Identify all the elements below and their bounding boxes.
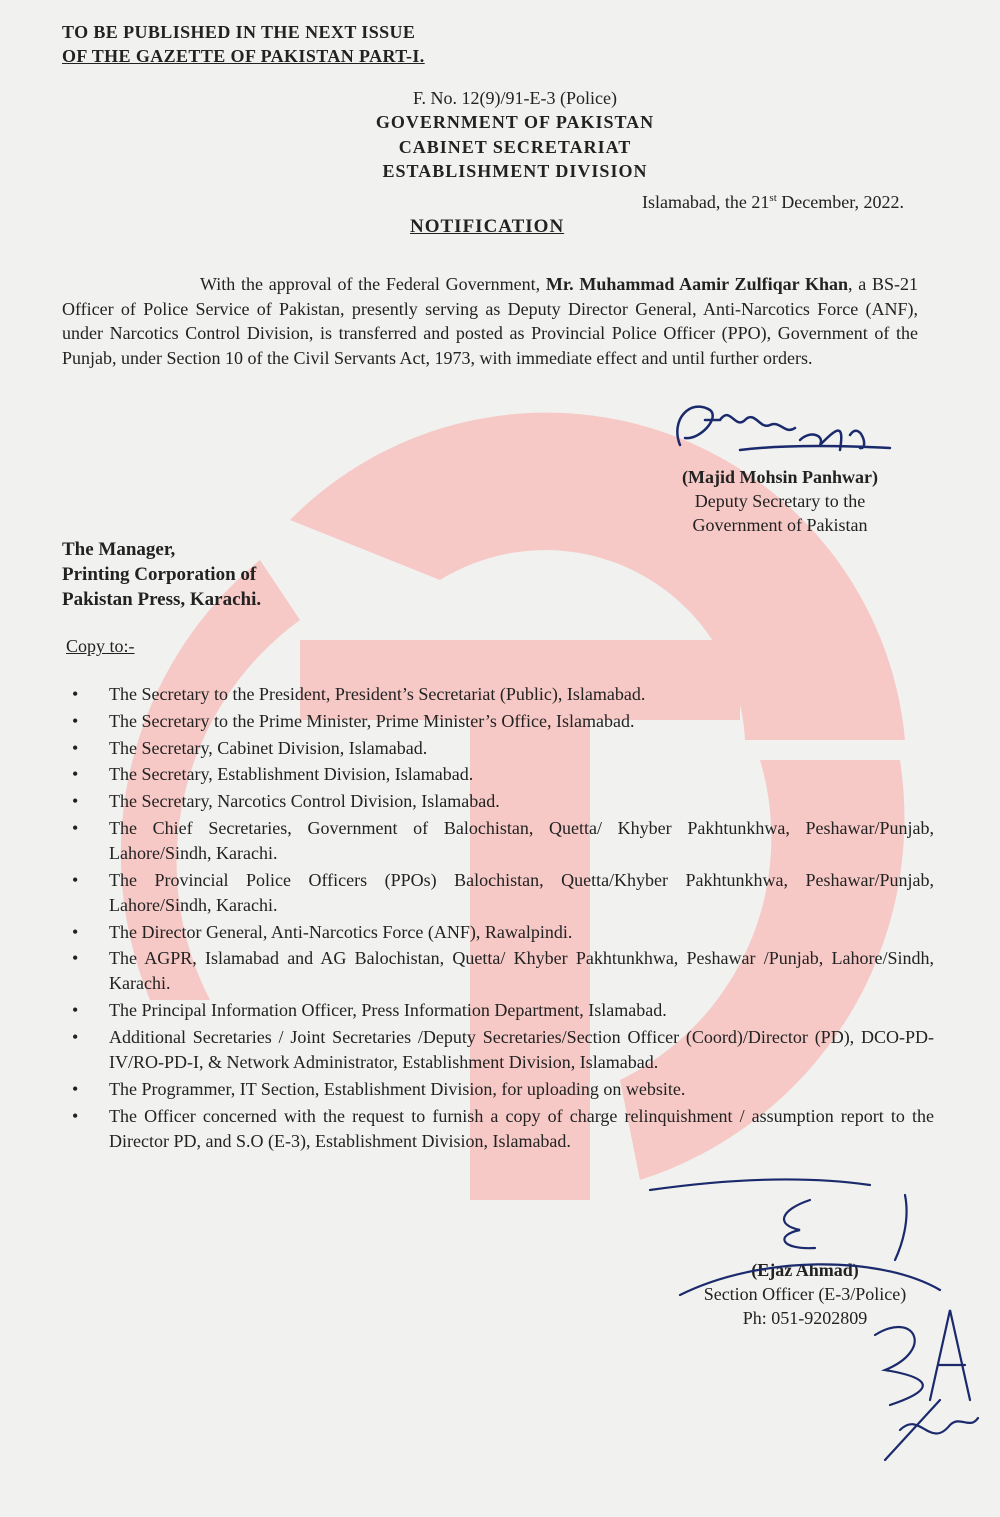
bullet-icon: • [72, 921, 79, 942]
government-heading: GOVERNMENT OF PAKISTAN [375, 112, 655, 132]
bullet-icon: • [72, 1078, 79, 1099]
copy-to-item: • The Secretary, Narcotics Control Division, Islamabad. [62, 789, 934, 814]
copy-to-item: • The Provincial Police Officers (PPOs) Balochistan, Quetta/Khyber Pakhtunkhwa, Peshawar/Punjab, Lahore/Sindh, Karachi. [72, 869, 934, 915]
bullet-icon: • [72, 1000, 79, 1021]
date-prefix: Islamabad, the 21 [641, 192, 770, 212]
notification-body [62, 272, 918, 370]
addressee-line1: The Manager, [62, 539, 176, 560]
file-number: F. No. 12(9)/91-E-3 (Police) [412, 88, 618, 108]
signature-2 [640, 1160, 980, 1490]
notification-text-before: With the approval of the Federal Government, [200, 274, 546, 294]
notification-title: NOTIFICATION [410, 216, 565, 237]
bullet-icon: • [72, 684, 79, 704]
signatory-designation-line1: Deputy Secretary to the [694, 491, 866, 511]
division-heading: ESTABLISHMENT DIVISION [382, 161, 648, 181]
copy-to-item: • The Officer concerned with the request to furnish a copy of charge relinquishment / assumption report to the Director PD, and S.O (E-3), Establishment Division, Islamabad. [72, 1105, 934, 1151]
copy-to-item: • The Secretary to the Prime Minister, Prime Minister’s Office, Islamabad. [62, 709, 934, 734]
publication-header-line2: OF THE GAZETTE OF PAKISTAN PART-I. [62, 46, 425, 66]
copy-to-item: • Additional Secretaries / Joint Secretaries /Deputy Secretaries/Section Officer (Coord)/Director (PD), DCO-PD-IV/RO-PD-I, & Network Administrator, Establishment Division, Islamabad. [72, 1026, 934, 1072]
copy-to-label: Copy to:- [66, 636, 135, 656]
notification-text-after: , a BS-21 Officer of Police Service of Pakistan, presently serving as Deputy Director General, Anti-Narcotics Force (ANF), under Narcotics Control Division, is transferred and posted as Provincial Police Officer (PPO), Government of the Punjab, under Section 10 of the Civil Servants Act, 1973, with immediate effect and until further orders. [62, 274, 918, 368]
officer-name: Mr. Muhammad Aamir Zulfiqar Khan [545, 274, 849, 294]
copy-to-item: • The Secretary, Cabinet Division, Islamabad. [62, 736, 934, 761]
copy-to-item: • The Secretary to the President, President’s Secretariat (Public), Islamabad. [62, 682, 934, 707]
copy-to-item: • The Director General, Anti-Narcotics Force (ANF), Rawalpindi. [62, 920, 934, 945]
date-ordinal-suffix: st [769, 192, 777, 204]
bullet-icon: • [72, 817, 79, 838]
copy-to-item: • The Chief Secretaries, Government of Balochistan, Quetta/ Khyber Pakhtunkhwa, Peshawar/Punjab, Lahore/Sindh, Karachi. [72, 817, 934, 863]
copy-to-list [62, 682, 934, 1155]
signatory-block [640, 465, 920, 537]
second-signatory-designation: Section Officer (E-3/Police) [703, 1284, 907, 1304]
copy-to-item: • The AGPR, Islamabad and AG Balochistan, Quetta/ Khyber Pakhtunkhwa, Peshawar /Punjab, Lahore/Sindh, Karachi. [72, 948, 934, 994]
bullet-icon: • [72, 869, 79, 890]
copy-to-item: • The Principal Information Officer, Press Information Department, Islamabad. [62, 998, 934, 1023]
bullet-icon: • [72, 791, 79, 812]
bullet-icon: • [72, 737, 79, 758]
second-signatory-phone: Ph: 051-9202809 [742, 1308, 868, 1328]
secretariat-heading: CABINET SECRETARIAT [398, 137, 632, 157]
addressee-line3: Pakistan Press, Karachi. [62, 589, 262, 610]
addressee-block [62, 537, 261, 612]
signatory-name: (Majid Mohsin Panhwar) [681, 467, 878, 487]
publication-header-line1: TO BE PUBLISHED IN THE NEXT ISSUE [62, 22, 416, 42]
bullet-icon: • [72, 1026, 79, 1047]
document-date [642, 192, 904, 213]
bullet-icon: • [72, 764, 79, 785]
signature-1 [660, 390, 910, 470]
addressee-line2: Printing Corporation of [62, 564, 257, 585]
copy-to-item: • The Secretary, Establishment Division, Islamabad. [62, 762, 934, 787]
signatory-designation-line2: Government of Pakistan [692, 515, 868, 535]
bullet-icon: • [72, 710, 79, 731]
copy-to-item: • The Programmer, IT Section, Establishment Division, for uploading on website. [62, 1077, 934, 1102]
bullet-icon: • [72, 1105, 79, 1126]
second-signatory-name: (Ejaz Ahmad) [751, 1260, 859, 1280]
date-rest: December, 2022. [776, 192, 904, 212]
bullet-icon: • [72, 948, 79, 969]
